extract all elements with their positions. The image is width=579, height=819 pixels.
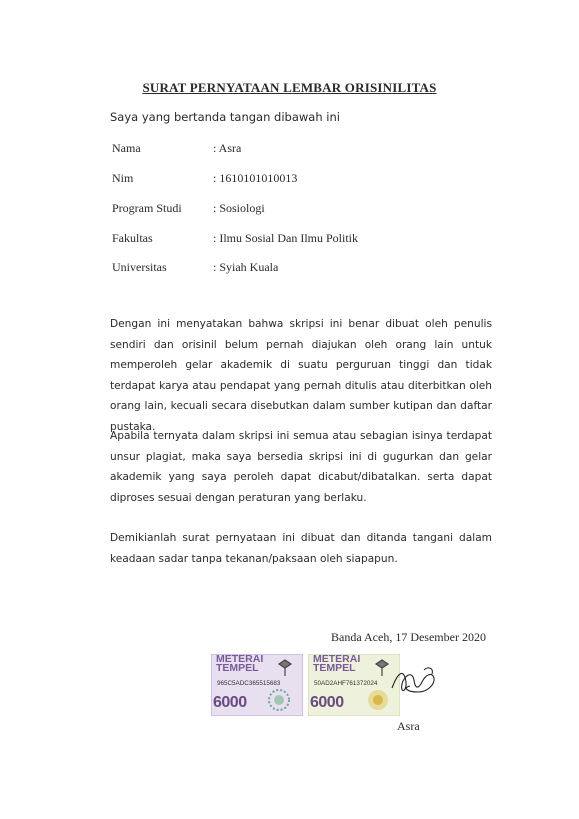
handwritten-signature — [388, 662, 438, 702]
place-date: Banda Aceh, 17 Desember 2020 — [331, 630, 486, 644]
field-value-fakultas: : Ilmu Sosial Dan Ilmu Politik — [213, 231, 359, 245]
stamp-title — [216, 655, 263, 673]
closing-paragraph: Demikianlah surat pernyataan ini dibuat dan ditanda tangani dalam keadaan sadar tanpa tekanan/paksaan oleh siapapun. — [110, 532, 492, 565]
field-label-universitas: Universitas — [112, 260, 167, 274]
statement-paragraph: Dengan ini menyatakan bahwa skripsi ini benar dibuat oleh penulis sendiri dan orisinil belum pernah diajukan oleh orang lain untuk memperoleh gelar akademik di suatu perguruan tinggi dan tidak terdapat karya atau pendapat yang pernah ditulis atau diterbitkan oleh orang lain, kecuali secara disebutkan dalam sumber kutipan dan daftar pustaka. — [110, 318, 492, 433]
field-value-nama: : Asra — [213, 141, 242, 155]
consequence-paragraph: Apabila ternyata dalam skripsi ini semua atau sebagian isinya terdapat unsur plagiat, maka saya bersedia skripsi ini di gugurkan dan gelar akademik yang saya peroleh dapat dicabut/dibatalkan. serta dapat diproses sesuai dengan peraturan yang berlaku. — [110, 430, 492, 504]
stamp-amount: 6000 — [213, 694, 247, 711]
field-label-nama: Nama — [112, 141, 141, 155]
field-label-program-studi: Program Studi — [112, 201, 182, 215]
stamp-title-line1: METERAI — [313, 654, 361, 665]
intro-text: Saya yang bertanda tangan dibawah ini — [110, 110, 340, 124]
field-value-program-studi: : Sosiologi — [213, 201, 265, 215]
stamp-title — [313, 655, 360, 673]
signer-name: Asra — [397, 719, 420, 733]
document-title: SURAT PERNYATAAN LEMBAR ORISINILITAS — [142, 80, 437, 95]
meterai-stamp — [211, 654, 303, 716]
stamp-serial: 965C5ADC365515683 — [217, 680, 281, 687]
stamp-title-line2: TEMPEL — [313, 662, 356, 674]
meterai-stamp — [308, 654, 400, 716]
field-value-universitas: : Syiah Kuala — [213, 260, 279, 274]
field-label-nim: Nim — [112, 171, 134, 185]
stamp-title-line1: METERAI — [216, 654, 264, 665]
stamp-amount: 6000 — [310, 694, 344, 711]
field-label-fakultas: Fakultas — [112, 231, 153, 245]
stamp-serial: 50AD2AHF761372024 — [314, 680, 378, 687]
stamp-title-line2: TEMPEL — [216, 662, 259, 674]
field-value-nim: : 1610101010013 — [213, 171, 298, 185]
